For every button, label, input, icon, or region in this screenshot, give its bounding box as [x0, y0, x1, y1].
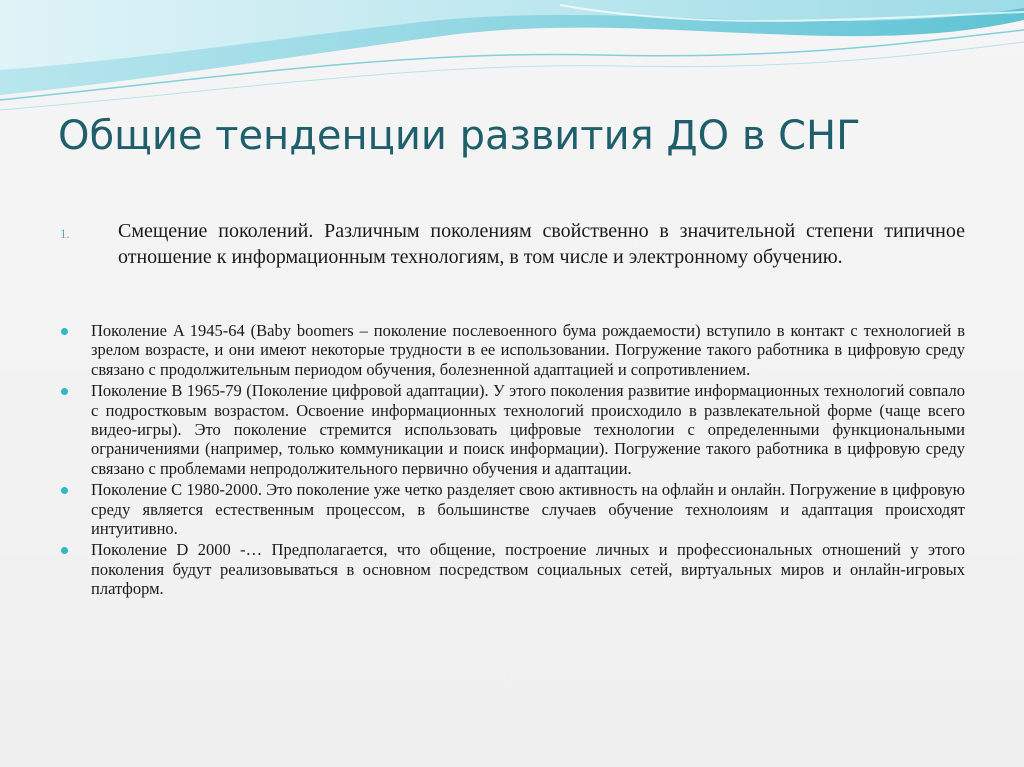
list-item — [60, 381, 965, 478]
bullet-dot-icon — [61, 547, 68, 554]
numbered-item — [60, 218, 965, 270]
bullet-dot-icon — [61, 388, 68, 395]
bullet-text: Поколение C 1980-2000. Это поколение уже четко разделяет свою активность на офлайн и онлайн. Погружение в цифровую среду является естественным процессом, в большинстве случаев обучение технолоиям и адаптация происходят интуитивно. — [91, 480, 965, 539]
bullet-text: Поколение D 2000 -… Предполагается, что общение, построение личных и профессиональных отношений у этого поколения будут реализовываться в основном посредством социальных сетей, виртуальных миров и онлайн-игровых платформ. — [91, 540, 965, 599]
list-item — [60, 321, 965, 379]
list-item — [60, 540, 965, 598]
list-item — [60, 480, 965, 538]
numbered-item-text: Смещение поколений. Различным поколениям свойственно в значительной степени типичное отношение к информационным технологиям, в том числе и электронному обучению. — [118, 220, 965, 268]
list-number: 1. — [60, 226, 70, 241]
bullet-list — [60, 321, 965, 601]
slide-title: Общие тенденции развития ДО в СНГ — [58, 113, 861, 159]
bullet-text: Поколение B 1965-79 (Поколение цифровой адаптации). У этого поколения развитие информационных технологий совпало с подростковым возрастом. Освоение информационных технологий происходило в развлекательной форме (чаще всего видео-игры). Это поколение стремится использовать цифровые технологии с определенными функциональными ограничениями (например, только коммуникации и поиск информации). Погружение такого работника в цифровую среду связано с проблемами непродолжительного первично обучения и адаптации. — [91, 381, 965, 478]
bullet-text: Поколение A 1945-64 (Baby boomers – поколение послевоенного бума рождаемости) вступило в контакт с технологией в зрелом возрасте, и они имеют некоторые трудности в ее использовании. Погружение такого работника в цифровую среду связано с продолжительным периодом обучения, болезненной адаптацией и сопротивлением. — [91, 321, 965, 379]
bullet-dot-icon — [61, 328, 68, 335]
bullet-dot-icon — [61, 487, 68, 494]
